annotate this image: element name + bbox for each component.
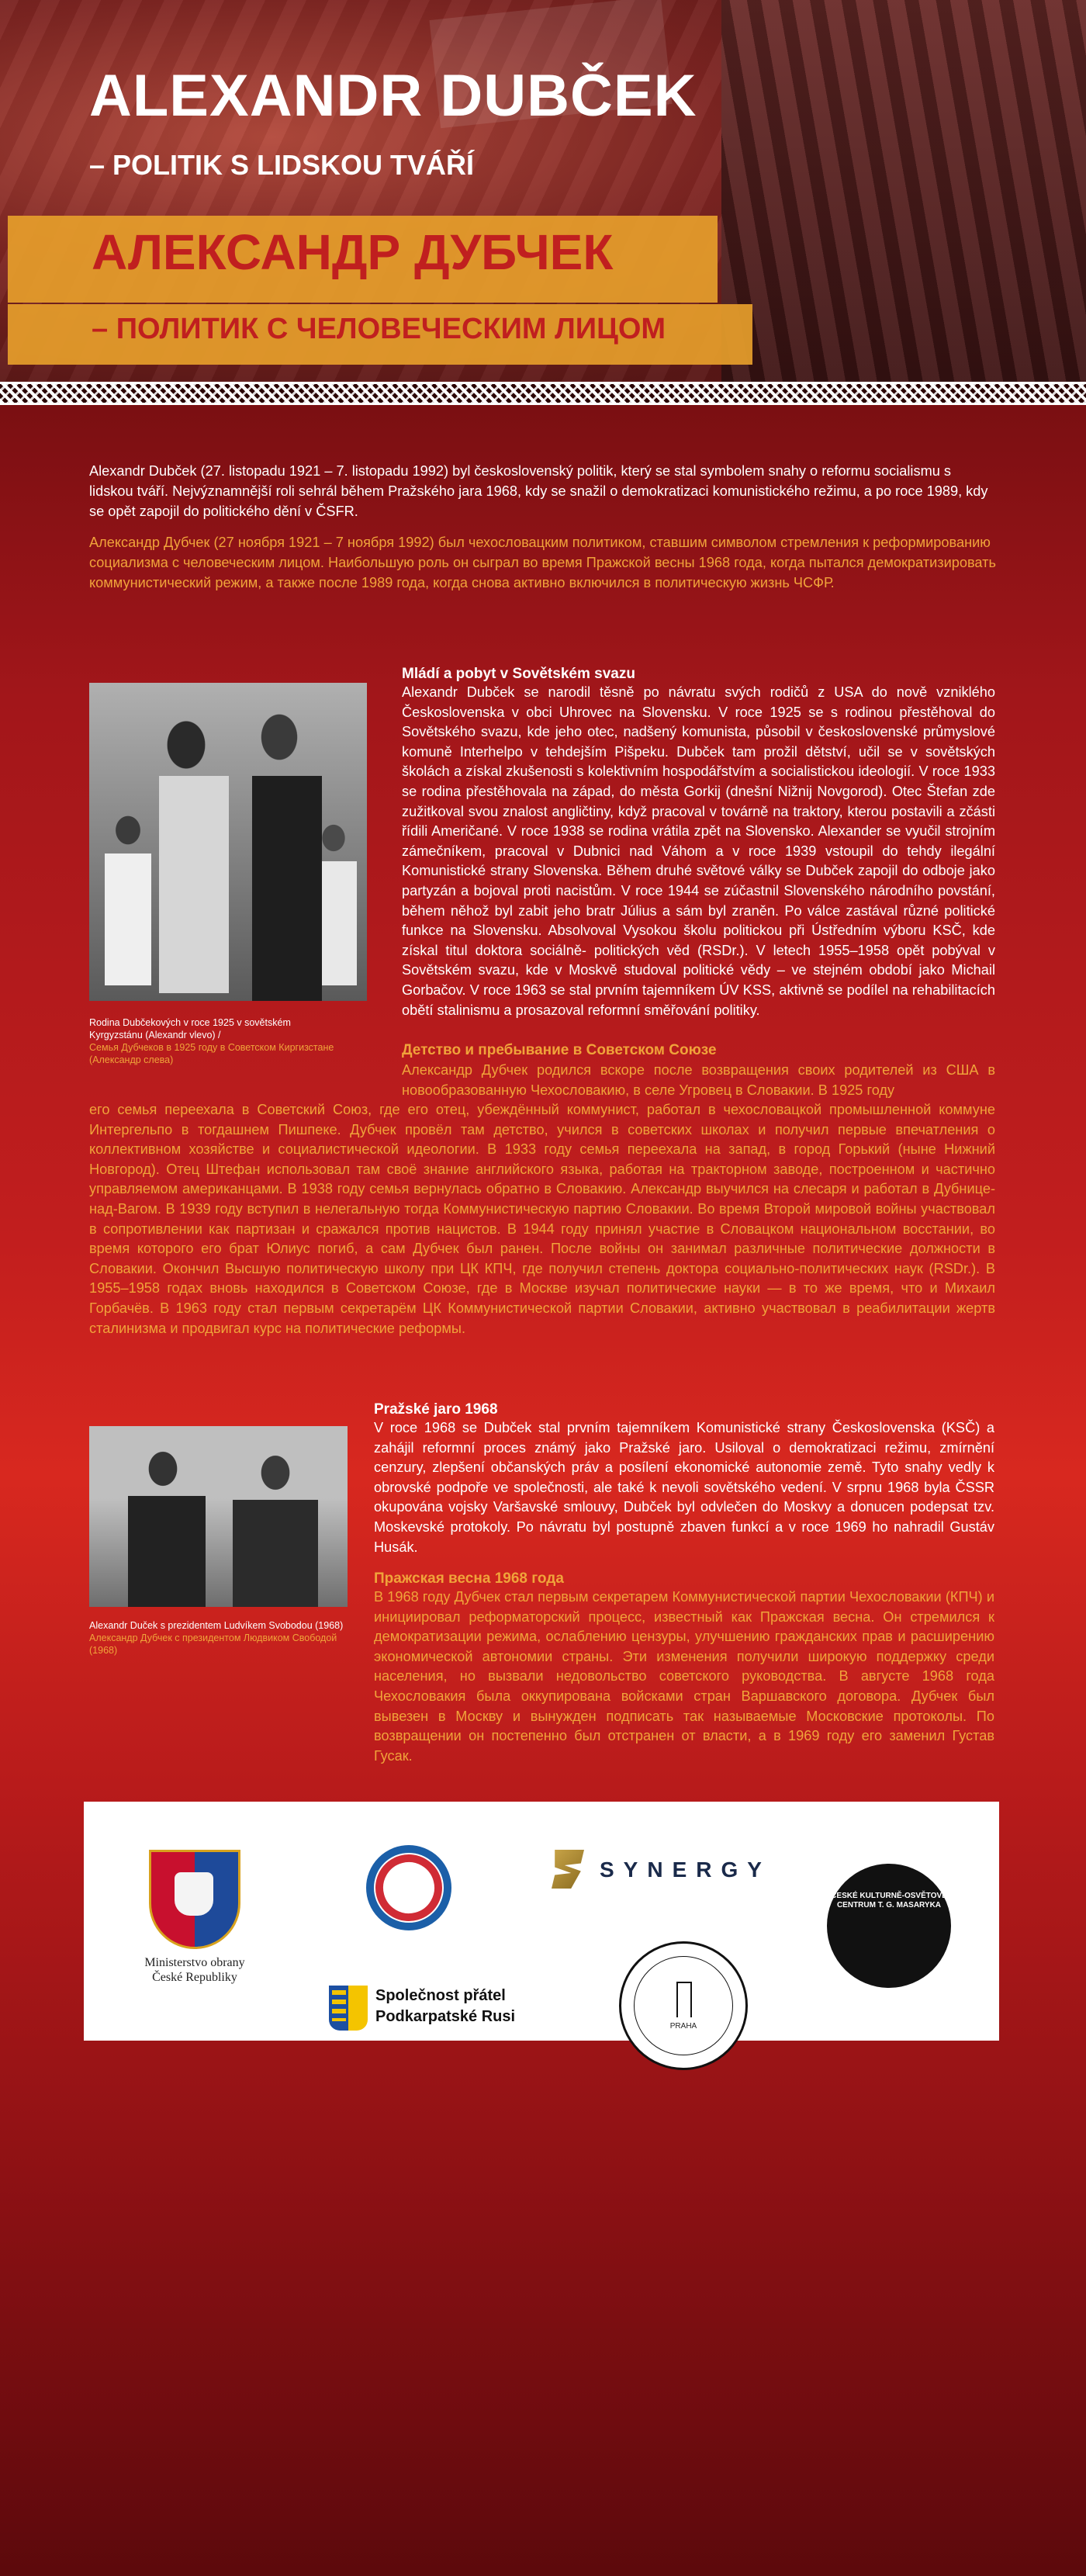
dubcek-family-photo bbox=[89, 683, 367, 1001]
family-photo-caption bbox=[89, 1016, 345, 1066]
synergy-name: SYNERGY bbox=[600, 1858, 771, 1882]
section-text-youth-ru-part1: Александр Дубчек родился вскоре после возвращения своих родителей из США в новообразованную Чехословакию, в селе Угровец в Словакии. В 1925 году bbox=[402, 1062, 995, 1098]
partner-logos-panel bbox=[84, 1802, 999, 2041]
czech-coat-of-arms-icon bbox=[149, 1850, 240, 1949]
synergy-mark-icon bbox=[552, 1850, 584, 1889]
background-photo bbox=[721, 0, 1086, 392]
svoboda-photo-caption bbox=[89, 1619, 345, 1657]
page-title-cz: ALEXANDR DUBČEK bbox=[89, 63, 697, 129]
section-heading-prague-spring-ru: Пражская весна 1968 года bbox=[374, 1570, 564, 1587]
intro-text-cz: Alexandr Dubček (27. listopadu 1921 – 7. listopadu 1992) byl československý politik, který se stal symbolem snahy o reformu socialismu s lidskou tváří. Nejvýznamnější roli sehrál během Pražského jara 1968, kdy se snažil o demokratizaci komunistického režimu, a po roce 1989, kdy se opět zapojil do politického dění v ČSFR. bbox=[89, 463, 988, 519]
subcarpathian-shield-icon bbox=[329, 1986, 368, 2031]
page-subtitle-cz: – POLITIK S LIDSKOU TVÁŘÍ bbox=[89, 149, 475, 181]
ministry-name: Ministerstvo obrany České Republiky bbox=[144, 1956, 245, 1984]
section-text-youth-cz: Alexandr Dubček se narodil těsně po návratu svých rodičů z USA do nově vzniklého Československa v obci Uhrovec na Slovensku. V roce 1925 se s rodinou přestěhoval do Sovětského svazu, kde jeho otec, nadšený komunista, působil v československé průmyslové komuně Interhelpo v tehdejším Pišpeku. Dubček tam prožil dětství, učil se v sovětských školách a získal zkušenosti s kolektivním hospodářstvím a socialistickou ideologií. V roce 1933 se rodina přestěhovala na západ, do města Gorkij (dnešní Nižnij Novgorod). Otec Štefan zde zužitkoval svou znalost angličtiny, když pracoval v továrně na traktory, kterou postavili a zčásti řídili Američané. V roce 1938 se rodina vrátila zpět na Slovensko. Alexander se vyučil strojním zámečníkem, pracoval v Dubnici nad Váhom a v roce 1939 vstoupil do tehdy ilegální Komunistické strany Slovenska. Během druhé světové války se Dubček zapojil do odboje jako partyzán a bojoval proti nacistům. V roce 1944 se zúčastnil Slovenského národního povstání, během něhož byl zabit jeho bratr Július a sám byl zraněn. Po válce zastával různé politické funkce na Slovensku. Absolvoval Vysokou školu politickou při Ústředním výboru KSČ, kde získal titul doktora sociálně- politických věd (RSDr.). V letech 1955–1958 opět pobýval v Sovětském svazu, kde v Moskvě studoval politické vědy – ve stejném období jako Michail Gorbačov. V roce 1963 se stal prvním tajemníkem ÚV KSS, aktivně se podílel na rehabilitacích obětí stalinismu a prosazoval reformní směřování politiky. bbox=[402, 684, 995, 1018]
section-text-prague-spring-cz: V roce 1968 se Dubček stal prvním tajemníkem Komunistické strany Československa (KSČ) a zahájil reformní proces známý jako Pražské jaro. Usiloval o demokratizaci režimu, zmírnění cenzury, zlepšení občanských práv a posílení ekonomické autonomie země. Tyto snahy vedly k obrovské podpoře ve společnosti, ale také k nevoli sovětského vedení. V srpnu 1968 byla ČSSR okupována vojsky Varšavské smlouvy, Dubček byl odvlečen do Moskvy a donucen podepsat tzv. Moskevské protokoly. Po návratu byl postupně zbaven funkcí a v roce 1969 ho nahradil Gustáv Husák. bbox=[374, 1420, 994, 1555]
dubcek-svoboda-photo bbox=[89, 1426, 348, 1607]
section-heading-youth-ru: Детство и пребывание в Советском Союзе bbox=[402, 1042, 717, 1058]
masaryk-cultural-centre-logo: ČESKÉ KULTURNĚ-OSVĚTOVÉ CENTRUM T. G. MASARYKA bbox=[827, 1864, 951, 1988]
section-text-youth-ru-part2: его семья переехала в Советский Союз, где его отец, убеждённый коммунист, работал в чехословацкой промышленной коммуне Интергельпо в тогдашнем Пишпеке. Дубчек провёл там детство, учился в советских школах и получил первые впечатления о коллективном хозяйстве и социалистической идеологии. В 1933 году семья переехала на запад, в город Горький (ныне Нижний Новгород). Отец Штефан использовал там своё знание английского языка, работая на тракторном заводе, построенном и частично управляемом американцами. В 1938 году семья вернулась обратно в Словакию. Александр выучился на слесаря и работал в Дубнице-над-Вагом. В 1939 году вступил в нелегальную тогда Коммунистическую партию Словакии. Во время Второй мировой войны участвовал в сопротивлении как партизан и сражался против нацистов. В 1944 году принял участие в Словацком национальном восстании, во время которого его брат Юлиус погиб, а сам Дубчек был ранен. После войны он занимал различные политические должности в Словакии. Окончил Высшую политическую школу при ЦК КПЧ, где получил степень доктора социально-политических наук (RSDr.). В 1955–1958 годах вновь находился в Советском Союзе, где в Москве изучал политические науки — в то же время, что и Михаил Горбачёв. В 1963 году стал первым секретарём ЦК Коммунистической партии Словакии, активно участвовал в реабилитации жертв сталинизма и продвигал курс на политические реформы. bbox=[89, 1102, 995, 1336]
caption-cz: Rodina Dubčekových v roce 1925 v sovětském Kyrgyzstánu (Alexandr vlevo) / bbox=[89, 1017, 291, 1040]
caption-ru: Семья Дубчеков в 1925 году в Советском Киргизстане (Александр слева) bbox=[89, 1042, 334, 1065]
section-heading-youth-cz: Mládí a pobyt v Sovětském svazu bbox=[402, 666, 635, 682]
caption-ru: Александр Дубчек с президентом Людвиком Свободой (1968) bbox=[89, 1633, 337, 1656]
intro-text-ru: Александр Дубчек (27 ноября 1921 – 7 ноября 1992) был чехословацким политиком, ставшим символом стремления к реформированию социализма с человеческим лицом. Наибольшую роль он сыграл во время Пражской весны 1968 года, когда пытался демократизировать коммунистический режим, а также после 1989 года, когда снова активно включился в политическую жизнь ЧСФР. bbox=[89, 535, 996, 590]
synergy-logo bbox=[552, 1850, 784, 1896]
spp-line2: Podkarpatské Rusi bbox=[375, 2008, 516, 2025]
page-title-ru: АЛЕКСАНДР ДУБЧЕК bbox=[92, 224, 614, 280]
page-subtitle-ru: – ПОЛИТИК С ЧЕЛОВЕЧЕСКИМ ЛИЦОМ bbox=[92, 313, 666, 345]
prague-tower-icon bbox=[676, 1982, 692, 2017]
header-banner bbox=[0, 0, 1086, 392]
ornament-border bbox=[0, 382, 1086, 405]
spp-line1: Společnost přátel bbox=[375, 1987, 506, 2004]
caption-cz: Alexandr Duček s prezidentem Ludvíkem Svobodou (1968) bbox=[89, 1620, 344, 1631]
friends-of-subcarpathian-rus-logo bbox=[329, 1982, 562, 2034]
czechoslovak-foreign-institute-logo bbox=[340, 1819, 472, 1951]
masaryk-democratic-movement-logo bbox=[619, 1941, 748, 2070]
section-text-prague-spring-ru: В 1968 году Дубчек стал первым секретарем Коммунистической партии Чехословакии (КПЧ) и инициировал реформаторский процесс, известный как Пражская весна. Он стремился к демократизации режима, ослаблению цензуры, улучшению гражданских прав и расширению экономической автономии страны. Эти изменения получили широкую поддержку среди населения, но вызвали недовольство советского руководства. В августе 1968 года Чехословакия была оккупирована войсками стран Варшавского договора. Дубчек был вывезен в Москву и вынужден подписать так называемые Московские протоколы. По возвращении он постепенно был отстранен от власти, а в 1969 году его заменил Густав Гусак. bbox=[374, 1589, 994, 1764]
section-heading-prague-spring-cz: Pražské jaro 1968 bbox=[374, 1401, 498, 1418]
ministry-of-defence-logo bbox=[137, 1850, 253, 1985]
mdh-city: PRAHA bbox=[669, 2022, 697, 2031]
